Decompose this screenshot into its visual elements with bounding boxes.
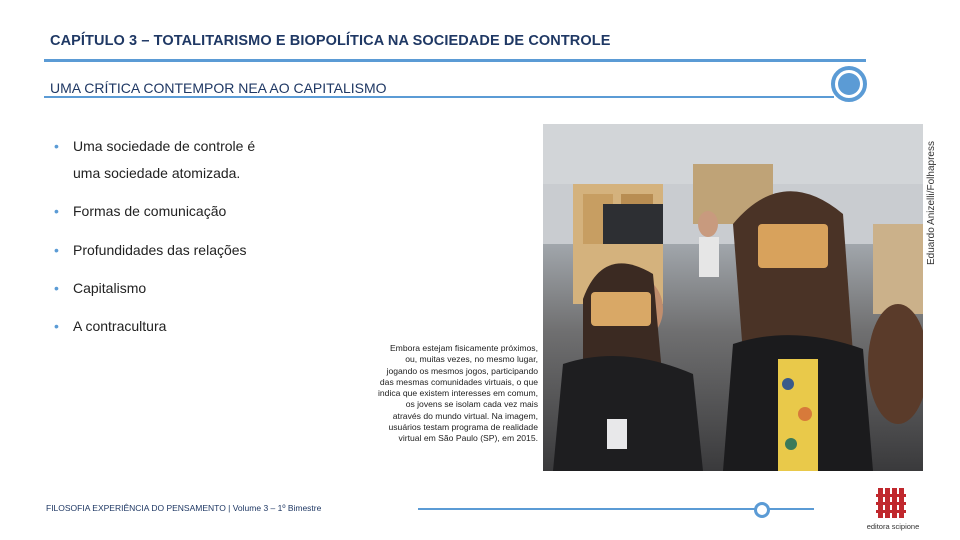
photo-illustration [543,124,923,471]
bullet-text: Capitalismo [73,280,147,296]
circle-ornament-dot [838,73,860,95]
scipione-logo-icon [860,486,926,520]
publisher-name: editora scipione [866,522,920,531]
bullet-icon: • [54,280,59,296]
footer-text: FILOSOFIA EXPERIÊNCIA DO PENSAMENTO | Volume 3 – 1º Bimestre [46,503,322,513]
bullet-text: Profundidades das relações [73,242,247,258]
section-divider [44,96,834,98]
publisher-logo [860,486,926,532]
bullet-icon: • [54,242,59,258]
section-title: UMA CRÍTICA CONTEMPOR NEA AO CAPITALISMO [50,80,387,96]
bullet-text: uma sociedade atomizada. [73,165,241,181]
bullet-icon: • [54,138,59,154]
bullet-text: Uma sociedade de controle é [73,138,256,154]
bullet-icon: • [54,318,59,334]
header-divider [44,59,866,62]
circle-ornament-icon [831,66,867,102]
photo-credit: Eduardo Anizelli/Folhapress [926,141,937,265]
footer-circle-icon [754,502,770,518]
photo-caption: Embora estejam fisicamente próximos, ou, muitas vezes, no mesmo lugar, jogando os mesmos jogos, participando das mesmas comunidades virtuais, o que indica que existem interesses em comum, os jovens se isolam cada vez mais através do mundo virtual. Na imagem, usuários testam programa de realidade virtual em São Paulo (SP), em 2015. [377,343,538,444]
chapter-title: CAPÍTULO 3 – TOTALITARISMO E BIOPOLÍTICA NA SOCIEDADE DE CONTROLE [50,33,611,49]
bullet-icon: • [54,203,59,219]
bullet-text: Formas de comunicação [73,203,227,219]
bullet-text: A contracultura [73,318,167,334]
vr-users-photo [543,124,923,471]
